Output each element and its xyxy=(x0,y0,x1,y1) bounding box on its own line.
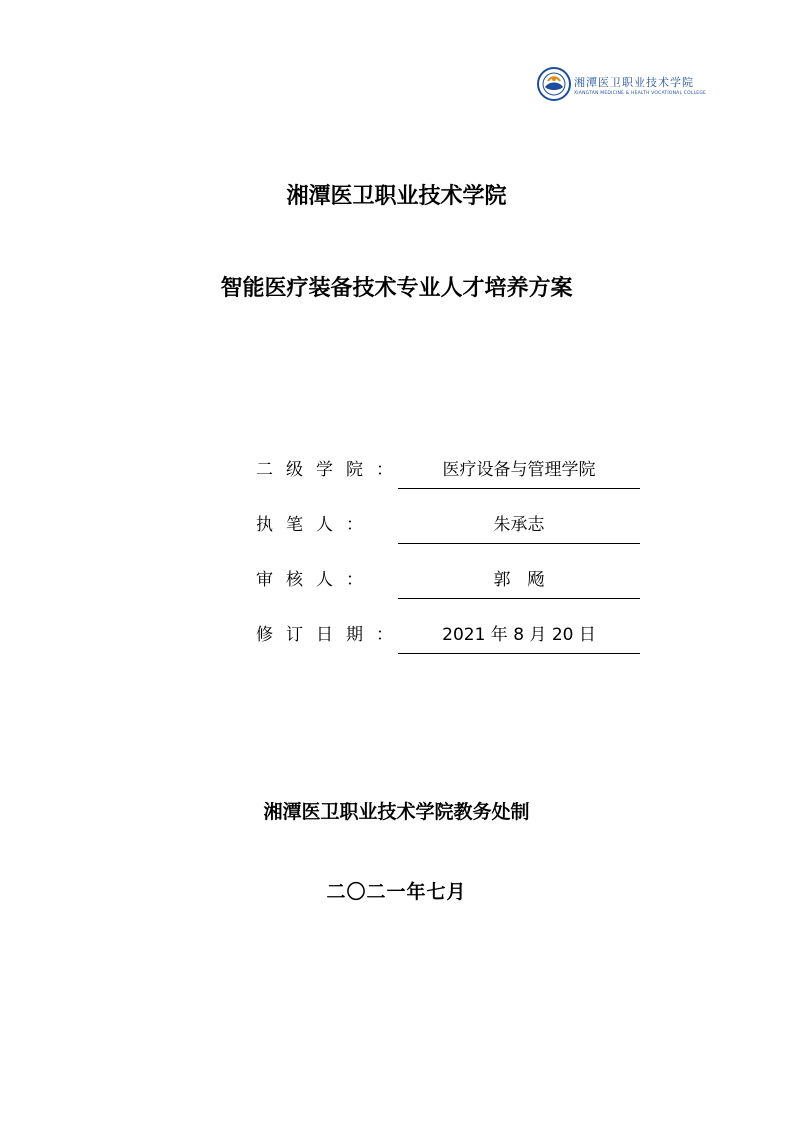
info-value: 2021 年 8 月 20 日 xyxy=(442,625,596,645)
college-logo xyxy=(534,64,714,110)
info-row-reviewer xyxy=(0,565,793,605)
info-label: 审核人： xyxy=(256,570,376,590)
underline xyxy=(398,653,640,654)
school-title: 湘潭医卫职业技术学院 xyxy=(286,184,507,209)
info-label: 执笔人： xyxy=(256,515,376,535)
underline xyxy=(398,543,640,544)
logo-english-name: XIANGTAN MEDICINE & HEALTH VOCATIONAL COLLEGE xyxy=(574,91,707,96)
info-row-college xyxy=(0,455,793,495)
program-title: 智能医疗装备技术专业人才培养方案 xyxy=(220,276,573,301)
issue-date: 二〇二一年七月 xyxy=(326,881,467,903)
info-label: 修订日期： xyxy=(256,625,406,645)
underline xyxy=(398,598,640,599)
info-value: 朱承志 xyxy=(493,515,545,535)
college-seal-icon xyxy=(537,67,571,101)
info-value: 郭 飏 xyxy=(493,570,545,590)
info-row-revision-date xyxy=(0,620,793,660)
info-value: 医疗设备与管理学院 xyxy=(442,460,596,480)
info-label: 二级学院： xyxy=(256,460,406,480)
info-row-author xyxy=(0,510,793,550)
issuing-office: 湘潭医卫职业技术学院教务处制 xyxy=(263,801,530,823)
logo-chinese-name: 湘潭医卫职业技术学院 xyxy=(574,76,694,89)
underline xyxy=(398,488,640,489)
